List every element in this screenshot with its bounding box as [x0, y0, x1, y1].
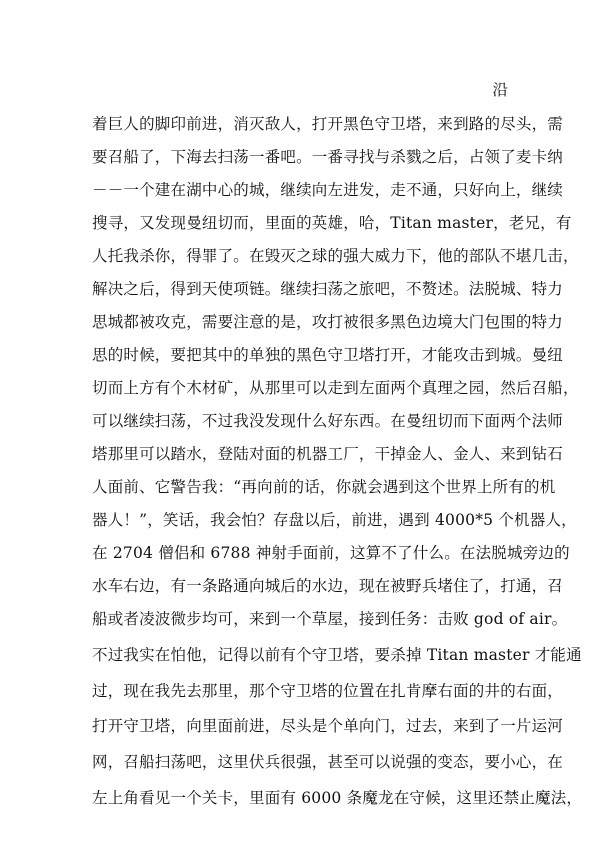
paragraph-first-line: 沿: [492, 81, 508, 99]
text-line: 着巨人的脚印前进，消灭敌人，打开黑色守卫塔，来到路的尽头，需: [92, 115, 564, 133]
text-line: 解决之后，得到天使项链。继续扫荡之旅吧，不赘述。法脱城、特力: [92, 280, 564, 298]
text-line: 人面前、它警告我：“再向前的话，你就会遇到这个世界上所有的机: [92, 478, 556, 496]
text-line: 切而上方有个木材矿，从那里可以走到左面两个真理之园，然后召船，: [92, 379, 579, 397]
text-line: 网，召船扫荡吧，这里伏兵很强，甚至可以说强的变态，要小心，在: [92, 753, 564, 771]
text-line: 思城都被攻克，需要注意的是，攻打被很多黑色边境大门包围的特力: [92, 313, 564, 331]
text-line: 可以继续扫荡，不过我没发现什么好东西。在曼纽切而下面两个法师: [92, 412, 564, 430]
text-line: 过，现在我先去那里，那个守卫塔的位置在扎肯摩右面的井的右面，: [92, 682, 564, 700]
text-line: 在 2704 僧侣和 6788 神射手面前，这算不了什么。在法脱城旁边的: [92, 544, 570, 562]
text-line: 思的时候，要把其中的单独的黑色守卫塔打开，才能攻击到城。曼纽: [92, 346, 564, 364]
text-line: －－一个建在湖中心的城，继续向左进发，走不通，只好向上，继续: [92, 181, 564, 199]
text-line: 人托我杀你，得罪了。在毁灭之球的强大威力下，他的部队不堪几击，: [92, 247, 579, 265]
text-line: 左上角看见一个关卡，里面有 6000 条魔龙在守候，这里还禁止魔法，: [92, 789, 583, 807]
text-line: 水车右边，有一条路通向城后的水边，现在被野兵堵住了，打通，召: [92, 577, 564, 595]
text-line: 不过我实在怕他，记得以前有个守卫塔，要杀掉 Titan master 才能通: [92, 646, 582, 664]
text-line: 船或者凌波微步均可，来到一个草屋，接到任务：击败 god of air。: [92, 610, 568, 628]
text-line: 搜寻，又发现曼纽切而，里面的英雄，哈，Titan master，老兄，有: [92, 214, 572, 232]
text-line: 塔那里可以踏水，登陆对面的机器工厂，干掉金人、金人、来到钻石: [92, 445, 564, 463]
text-line: 器人！”，笑话，我会怕？存盘以后，前进，遇到 4000*5 个机器人，: [92, 511, 577, 529]
text-line: 打开守卫塔，向里面前进，尽头是个单向门，过去，来到了一片运河: [92, 717, 564, 735]
text-line: 要召船了，下海去扫荡一番吧。一番寻找与杀戮之后，占领了麦卡纳: [92, 148, 564, 166]
